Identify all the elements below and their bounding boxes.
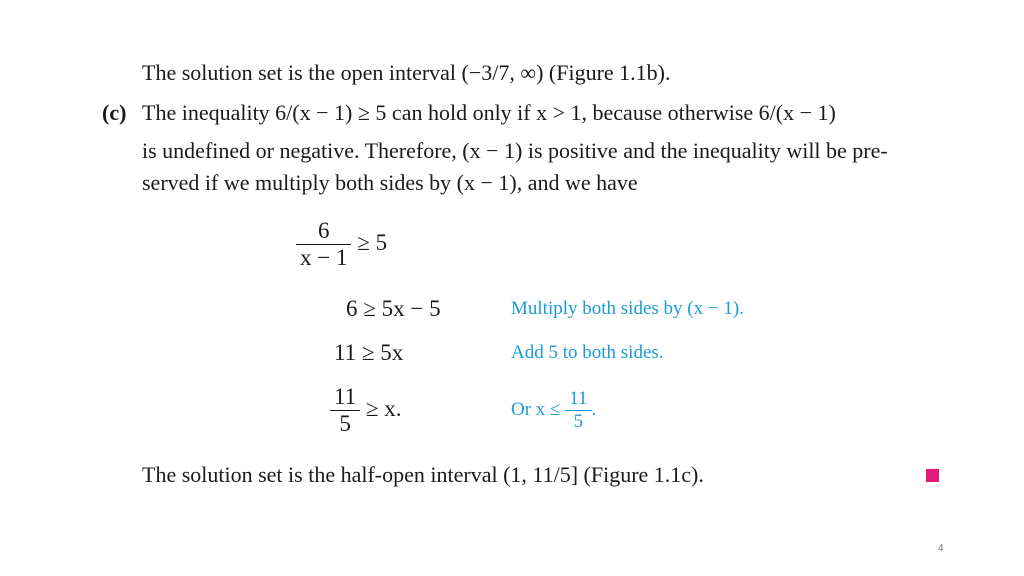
step-4-note-fraction: [565, 388, 591, 433]
step-4-denominator: 5: [339, 411, 351, 436]
step-4-numerator: 11: [330, 384, 360, 411]
step-3-note: Add 5 to both sides.: [511, 342, 664, 363]
step-4-note: [511, 388, 596, 433]
end-of-proof-mark: [926, 469, 939, 482]
solution-open-interval-line: The solution set is the open interval (−3/7, ∞) (Figure 1.1b).: [142, 60, 671, 85]
step-1-rest: ≥ 5: [357, 229, 388, 255]
step-4-note-prefix: Or x ≤: [511, 398, 561, 420]
part-c-line-2: is undefined or negative. Therefore, (x − 1) is positive and the inequality will be pre-: [142, 138, 888, 163]
page-number: 4: [938, 543, 944, 554]
step-4-equation: [330, 384, 402, 437]
step-4-fraction: [330, 384, 360, 437]
step-1-denominator: x − 1: [300, 245, 348, 270]
step-1-numerator: 6: [296, 218, 351, 245]
step-4-note-numerator: 11: [565, 388, 591, 411]
step-4-note-suffix: .: [591, 398, 597, 420]
step-3-equation: 11 ≥ 5x: [334, 340, 404, 365]
solution-half-open-interval-line: The solution set is the half-open interval (1, 11/5] (Figure 1.1c).: [142, 462, 704, 487]
part-c-label: (c): [102, 100, 127, 125]
part-c-line-3: served if we multiply both sides by (x − 1), and we have: [142, 170, 638, 195]
step-1-equation: [296, 218, 387, 271]
step-2-equation: 6 ≥ 5x − 5: [346, 296, 441, 321]
step-4-rest: ≥ x.: [365, 395, 402, 421]
step-2-note: Multiply both sides by (x − 1).: [511, 298, 744, 319]
step-4-note-denominator: 5: [573, 411, 584, 432]
part-c-line-1: The inequality 6/(x − 1) ≥ 5 can hold only if x > 1, because otherwise 6/(x − 1): [142, 100, 836, 125]
step-1-fraction: [296, 218, 351, 271]
